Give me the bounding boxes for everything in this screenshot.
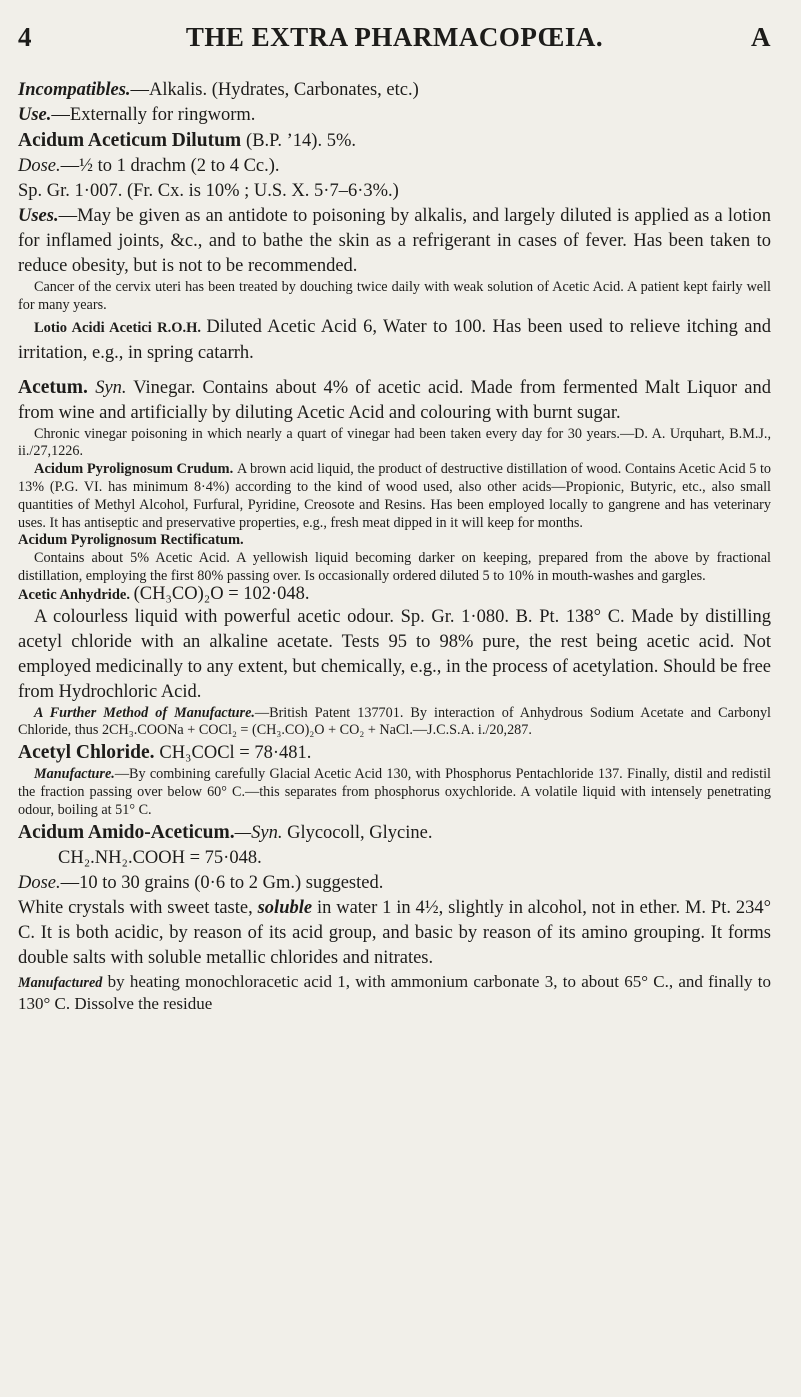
glycocoll-formula: CH₂.NH₂.COOH = 75·048. <box>58 847 262 868</box>
specific-gravity-line: Sp. Gr. 1·007. (Fr. Cx. is 10% ; U.S. X. 5·7–6·3%.) <box>18 181 399 201</box>
acetyl-chloride-manufacture: Manufacture.—By combining carefully Glacial Acetic Acid 130, with Phosphorus Pentachloride 137. Finally, distil and redistil the fraction passing over below 60° C.—this separates from phosphorus oxychloride. A volatile liquid with intensely penetrating odour, boiling at 51° C. <box>18 766 771 818</box>
glycocoll-manufactured: Manufactured by heating monochloracetic acid 1, with ammonium carbonate 3, to about 65° C., and finally to 130° C. Dissolve the residue <box>18 971 771 1013</box>
entry-acetum: Acetum. Syn. Vinegar. Contains about 4% of acetic acid. Made from fermented Malt Liquor and from wine and artificially by diluting Acetic Acid and colouring with burnt sugar. <box>18 376 771 423</box>
section-letter: A <box>751 22 771 52</box>
glycocoll-dose: Dose.—10 to 30 grains (0·6 to 2 Gm.) suggested. <box>18 872 384 893</box>
entry-pyrolignosum-rectificatum: Contains about 5% Acetic Acid. A yellowish liquid becoming darker on keeping, prepared from the above by fractional distillation, employing the first 80% passing over. Is occasionally ordered diluted 5 to 10% in mouth-washes and gargles. <box>18 550 771 584</box>
page-body <box>18 78 771 1015</box>
entry-pyrolignosum-crudum: Acidum Pyrolignosum Crudum. A brown acid liquid, the product of destructive distillation of wood. Contains Acetic Acid 5 to 13% (P.G. VI. has minimum 8·4%) according to the kind of wood used, also other acids—Propionic, Butyric, etc., also small quantities of Methyl Alcohol, Furfural, Pyridine, Creosote and Resins. Has been employed locally to gangrene and has veterinary uses. It has antiseptic and preservative properties, e.g., fresh meat dipped in it will keep for months. <box>18 461 772 531</box>
uses-paragraph: Uses.—May be given as an antidote to poisoning by alkalis, and largely diluted is applied as a lotion for inflamed joints, &c., and to bathe the skin as a refrigerant in cases of fever. Has been taken to reduce obesity, but is not to be recommended. <box>18 206 771 276</box>
dose-line: Dose.—½ to 1 drachm (2 to 4 Cc.). <box>18 156 280 176</box>
anhydride-description: A colourless liquid with powerful acetic odour. Sp. Gr. 1·080. B. Pt. 138° C. Made by distilling acetyl chloride with an alkaline acetate. Tests 95 to 98% pure, the rest being acetic acid. Not employed medicinally to any extent, but chemically, e.g., in the process of acetylation. Should be free from Hydrochloric Acid. <box>18 606 771 702</box>
chronic-vinegar-note: Chronic vinegar poisoning in which nearly a quart of vinegar had been taken every day for 30 years.—D. A. Urquhart, B.M.J., ii./27,1226. <box>18 425 771 460</box>
cancer-note: Cancer of the cervix uteri has been treated by douching twice daily with weak solution of Acetic Acid. A patient kept fairly well for many years. <box>18 279 771 313</box>
entry-acidum-aceticum-dilutum: Acidum Aceticum Dilutum (B.P. ’14). 5%. <box>18 130 357 151</box>
running-header <box>18 22 771 52</box>
further-method-note: A Further Method of Manufacture.—British Patent 137701. By interaction of Anhydrous Sodium Acetate and Carbonyl Chloride, thus 2CH₃.COONa + COCl₂ = (CH₃.CO)₂O + CO₂ + NaCl.—J.C.S.A. i./20,287. <box>18 704 771 739</box>
running-title: THE EXTRA PHARMACOPŒIA. <box>185 22 604 52</box>
glycocoll-description: White crystals with sweet taste, soluble in water 1 in 4½, slightly in alcohol, not in ether. M. Pt. 234° C. It is both acidic, by reason of its acid group, and basic by reason of its amino grouping. It forms double salts with soluble metallic chlorides and nitrates. <box>18 897 771 968</box>
entry-pyrolignosum-rectificatum-heading: Acidum Pyrolignosum Rectificatum. <box>18 532 244 549</box>
incompatibles-line: Incompatibles.—Alkalis. (Hydrates, Carbonates, etc.) <box>18 80 419 100</box>
use-line: Use.—Externally for ringworm. <box>18 105 256 125</box>
entry-acetic-anhydride: Acetic Anhydride. (CH₃CO)₂O = 102·048. <box>18 583 310 604</box>
page-number: 4 <box>18 22 32 52</box>
entry-acetyl-chloride: Acetyl Chloride. CH₃COCl = 78·481. <box>18 742 312 764</box>
entry-glycocoll: Acidum Amido-Aceticum.—Syn. Glycocoll, Glycine. <box>18 821 433 843</box>
entry-lotio: Lotio Acidi Acetici R.O.H. Diluted Acetic Acid 6, Water to 100. Has been used to relieve itching and irritation, e.g., in spring catarrh. <box>18 316 771 363</box>
